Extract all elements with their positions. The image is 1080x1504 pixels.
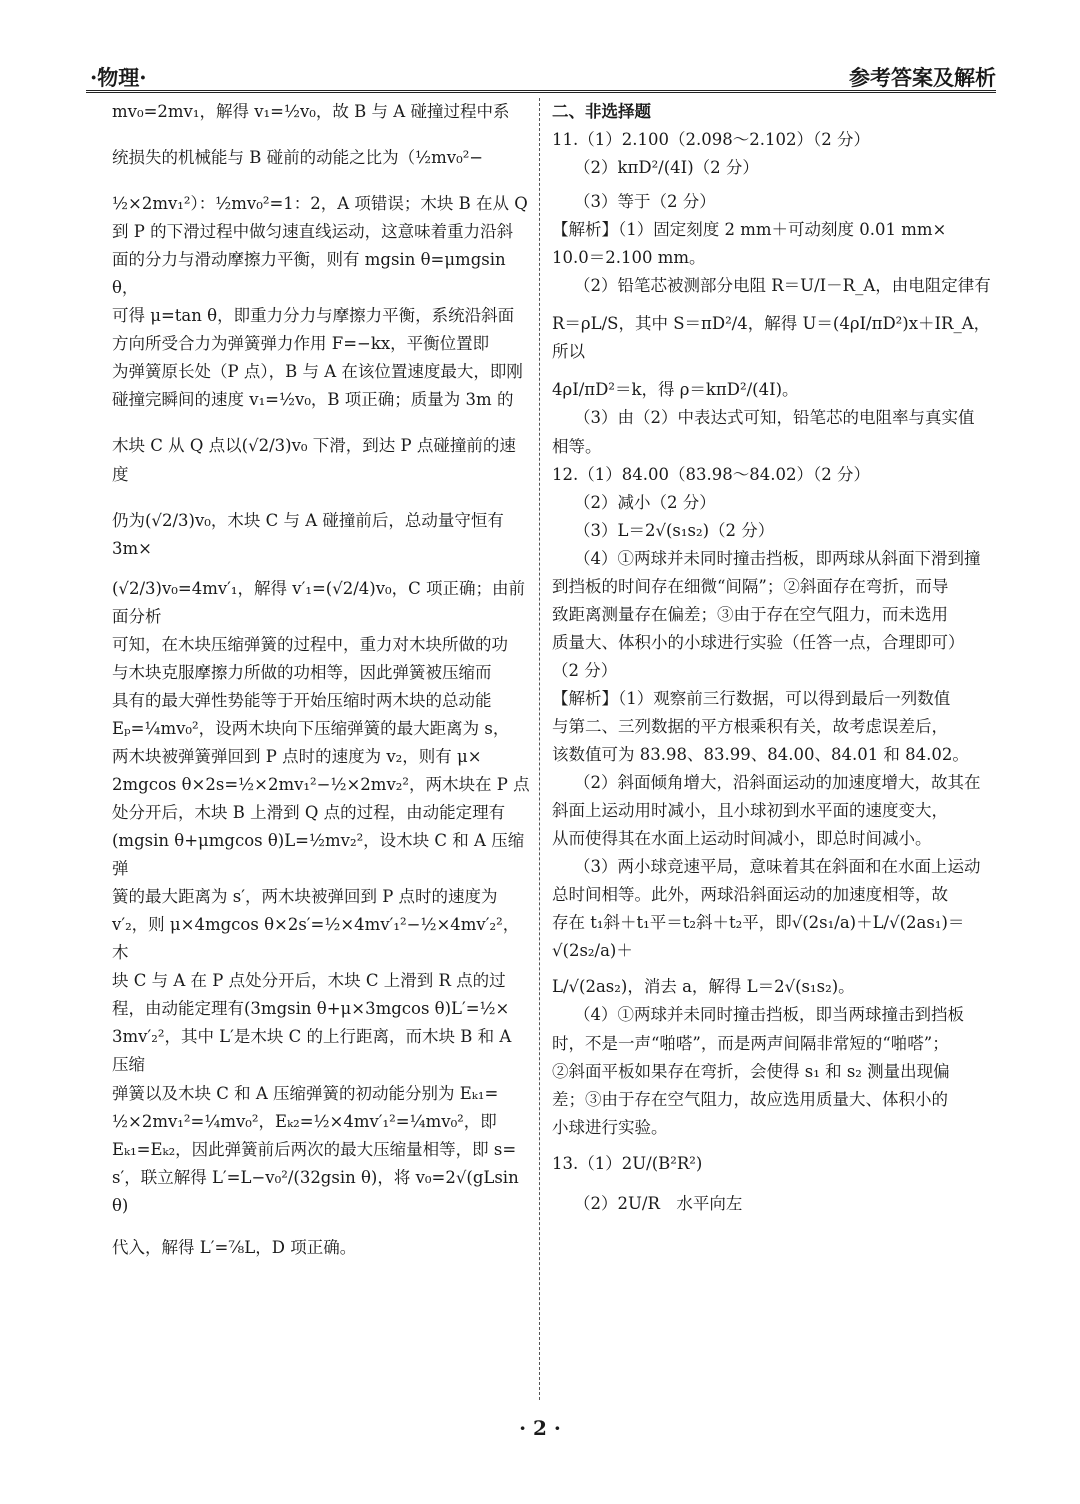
right-line: 到挡板的时间存在细微“间隔”；②斜面存在弯折，而导 (552, 576, 949, 596)
page-header (86, 62, 996, 93)
left-line: 面的分力与滑动摩擦力平衡，则有 mgsin θ=μmgsin θ， (112, 250, 511, 298)
right-line: （2 分） (552, 660, 618, 680)
right-line: 斜面上运动用时减小，且小球初到水平面的速度变大， (552, 801, 948, 821)
section-title: 二、非选择题 (552, 102, 651, 121)
left-line: 处分开后，木块 B 上滑到 Q 点的过程，由动能定理有 (112, 803, 506, 823)
right-line: ②斜面平板如果存在弯折，会使得 s₁ 和 s₂ 测量出现偏 (552, 1061, 950, 1081)
left-line: 3mv′₂²，其中 L′是木块 C 的上行距离，而木块 B 和 A 压缩 (112, 1027, 517, 1075)
left-line: 碰撞完瞬间的速度 v₁=½v₀，B 项正确；质量为 3m 的 (112, 390, 514, 410)
left-line: ½×2mv₁²）：½mv₀²=1：2，A 项错误；木块 B 在从 Q (112, 194, 528, 214)
left-line: 两木块被弹簧弹回到 P 点时的速度为 v₂，则有 μ× (112, 746, 482, 766)
left-line: 弹簧以及木块 C 和 A 压缩弹簧的初动能分别为 Eₖ₁= (112, 1083, 499, 1103)
left-line: mv₀=2mv₁，解得 v₁=½v₀，故 B 与 A 碰撞过程中系 (112, 102, 510, 121)
right-line: （2）2U/R 水平向左 (574, 1193, 743, 1213)
left-line: 块 C 与 A 在 P 点处分开后，木块 C 上滑到 R 点的过 (112, 971, 506, 991)
right-line: 总时间相等。此外，两球沿斜面运动的加速度相等，故 (552, 885, 948, 905)
right-line: （3）L＝2√(s₁s₂)（2 分） (574, 520, 775, 540)
right-line: 差；③由于存在空气阻力，故应选用质量大、体积小的 (552, 1089, 948, 1109)
right-column (552, 98, 1000, 1218)
left-line: 2mgcos θ×2s=½×2mv₁²−½×2mv₂²，两木块在 P 点 (112, 774, 530, 794)
right-line: 11.（1）2.100（2.098～2.102）（2 分） (552, 130, 870, 150)
left-line: 木块 C 从 Q 点以(√2/3)v₀ 下滑，到达 P 点碰撞前的速度 (112, 436, 516, 484)
right-line: （3）两小球竞速平局，意味着其在斜面和在水面上运动 (574, 857, 981, 877)
left-line: 方向所受合力为弹簧弹力作用 F=−kx，平衡位置即 (112, 334, 490, 354)
right-line: 该数值可为 83.98、83.99、84.00、84.01 和 84.02。 (552, 745, 969, 765)
right-line: 从而使得其在水面上运动时间减小，即总时间减小。 (552, 829, 932, 849)
right-line: 12.（1）84.00（83.98～84.02）（2 分） (552, 464, 870, 484)
left-line: 程，由动能定理有(3mgsin θ+μ×3mgcos θ)L′=½× (112, 999, 510, 1019)
left-line: v′₂，则 μ×4mgcos θ×2s′=½×4mv′₁²−½×4mv′₂²，木 (112, 915, 520, 963)
page-number: · 2 · (519, 1416, 561, 1440)
right-line: （2）减小（2 分） (574, 492, 716, 512)
header-title: 参考答案及解析 (849, 65, 996, 90)
right-line: R＝ρL/S，其中 S＝πD²/4，解得 U＝(4ρI/πD²)x＋IR_A，所以 (552, 314, 991, 362)
right-line: （3）由（2）中表达式可知，铅笔芯的电阻率与真实值 (574, 408, 975, 428)
right-line: 【解析】（1）固定刻度 2 mm＋可动刻度 0.01 mm× (552, 220, 947, 240)
left-line: (mgsin θ+μmgcos θ)L=½mv₂²，设木块 C 和 A 压缩弹 (112, 831, 525, 879)
left-line: 具有的最大弹性势能等于开始压缩时两木块的总动能 (112, 690, 492, 710)
subject-label: ·物理· (90, 65, 147, 90)
right-line: （2）kπD²/(4I)（2 分） (574, 158, 759, 178)
left-line: ½×2mv₁²=¼mv₀²，Eₖ₂=½×4mv′₁²=¼mv₀²，即 (112, 1111, 497, 1131)
left-line: (√2/3)v₀=4mv′₁，解得 v′₁=(√2/4)v₀，C 项正确；由前面分析 (112, 578, 526, 626)
left-line: 仍为(√2/3)v₀，木块 C 与 A 碰撞前后，总动量守恒有 3m× (112, 510, 510, 558)
left-line: 簧的最大距离为 s′，两木块被弹回到 P 点时的速度为 (112, 887, 498, 907)
column-divider (539, 98, 540, 1400)
right-line: （4）①两球并未同时撞击挡板，即两球从斜面下滑到撞 (574, 548, 981, 568)
left-line: Eₚ=¼mv₀²，设两木块向下压缩弹簧的最大距离为 s， (112, 718, 510, 738)
left-line: 代入，解得 L′=⅞L，D 项正确。 (112, 1237, 357, 1257)
right-line: 相等。 (552, 436, 602, 456)
right-line: 时，不是一声“啪嗒”，而是两声间隔非常短的“啪嗒”； (552, 1033, 949, 1053)
left-line: 为弹簧原长处（P 点），B 与 A 在该位置速度最大，即刚 (112, 362, 523, 382)
left-line: 可得 μ=tan θ，即重力分力与摩擦力平衡，系统沿斜面 (112, 306, 515, 326)
right-line: 10.0＝2.100 mm。 (552, 248, 706, 268)
right-line: 4ρI/πD²＝k，得 ρ＝kπD²/(4I)。 (552, 380, 799, 400)
right-line: 质量大、体积小的小球进行实验（任答一点，合理即可） (552, 632, 965, 652)
right-line: 【解析】（1）观察前三行数据，可以得到最后一列数值 (552, 688, 951, 708)
right-line: 与第二、三列数据的平方根乘积有关，故考虑误差后， (552, 716, 948, 736)
left-line: 可知，在木块压缩弹簧的过程中，重力对木块所做的功 (112, 634, 508, 654)
left-line: s′，联立解得 L′=L−v₀²/(32gsin θ)，将 v₀=2√(gLsin θ) (112, 1167, 524, 1215)
right-line: 小球进行实验。 (552, 1117, 668, 1137)
right-line: （3）等于（2 分） (574, 192, 716, 212)
left-line: Eₖ₁=Eₖ₂，因此弹簧前后两次的最大压缩量相等，即 s= (112, 1139, 517, 1159)
right-line: （2）斜面倾角增大，沿斜面运动的加速度增大，故其在 (574, 773, 981, 793)
left-line: 到 P 的下滑过程中做匀速直线运动，这意味着重力沿斜 (112, 222, 514, 242)
left-line: 与木块克服摩擦力所做的功相等，因此弹簧被压缩而 (112, 662, 492, 682)
right-line: （4）①两球并未同时撞击挡板，即当两球撞击到挡板 (574, 1005, 964, 1025)
left-column (112, 98, 530, 1262)
right-line: L/√(2as₂)，消去 a，解得 L＝2√(s₁s₂)。 (552, 977, 855, 997)
right-line: 致距离测量存在偏差；③由于存在空气阻力，而未选用 (552, 604, 948, 624)
left-line: 统损失的机械能与 B 碰前的动能之比为（½mv₀²− (112, 148, 484, 168)
right-line: 存在 t₁斜＋t₁平＝t₂斜＋t₂平，即√(2s₁/a)＋L/√(2as₁)＝√(2s₂/a)＋ (552, 913, 965, 961)
right-line: 13.（1）2U/(B²R²) (552, 1153, 703, 1173)
right-line: （2）铅笔芯被测部分电阻 R＝U/I－R_A，由电阻定律有 (574, 276, 991, 296)
